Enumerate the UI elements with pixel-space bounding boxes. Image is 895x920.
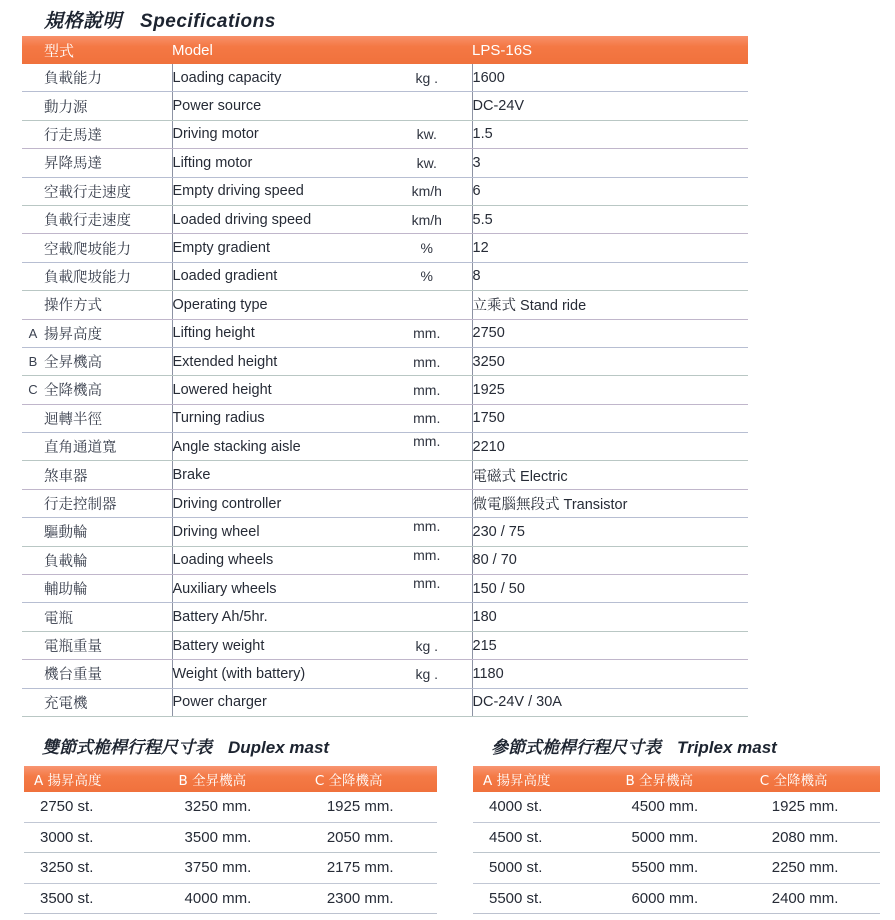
spec-row	[22, 262, 748, 290]
spec-row-value: 180	[472, 603, 748, 631]
spec-row-mark	[22, 262, 44, 290]
spec-row-label-en: Empty gradient	[172, 234, 382, 262]
spec-row-label-cjk: 空載爬坡能力	[44, 234, 172, 262]
spec-row-mark	[22, 177, 44, 205]
spec-row-unit	[382, 603, 472, 631]
spec-row-label-en: Driving wheel	[172, 518, 382, 546]
spec-row-label-en: Power source	[172, 92, 382, 120]
spec-row-label-cjk: 負載行走速度	[44, 205, 172, 233]
page-title	[44, 6, 276, 33]
spec-row-unit: kg .	[382, 631, 472, 659]
spec-row	[22, 64, 748, 92]
spec-row-label-cjk: 輔助輪	[44, 575, 172, 603]
spec-row	[22, 319, 748, 347]
duplex-col-c-header: C 全降機高	[305, 766, 437, 792]
spec-row-label-cjk: 全昇機高	[44, 347, 172, 375]
spec-row-label-en: Battery Ah/5hr.	[172, 603, 382, 631]
spec-row-mark	[22, 92, 44, 120]
mast-cell: 2300 mm.	[305, 883, 437, 914]
spec-row-value: 5.5	[472, 205, 748, 233]
spec-row	[22, 404, 748, 432]
mast-cell: 3500 mm.	[169, 822, 305, 853]
spec-row	[22, 603, 748, 631]
spec-row-label-en: Loading wheels	[172, 546, 382, 574]
spec-row-label-en: Driving controller	[172, 489, 382, 517]
spec-row-unit	[382, 92, 472, 120]
spec-row-label-en: Driving motor	[172, 120, 382, 148]
spec-row-label-en: Lifting height	[172, 319, 382, 347]
spec-row	[22, 660, 748, 688]
mast-cell: 3250 mm.	[169, 792, 305, 822]
spec-row-unit: kw.	[382, 149, 472, 177]
duplex-mast-table	[24, 766, 437, 914]
spec-row-mark	[22, 205, 44, 233]
spec-row-label-cjk: 煞車器	[44, 461, 172, 489]
spec-row-mark: C	[22, 376, 44, 404]
spec-row-unit	[382, 461, 472, 489]
mast-row	[24, 822, 437, 853]
spec-row-mark: A	[22, 319, 44, 347]
specifications-table	[22, 36, 748, 717]
spec-row-label-cjk: 昇降馬達	[44, 149, 172, 177]
mast-cell: 4000 st.	[473, 792, 615, 822]
spec-row-label-cjk: 直角通道寬	[44, 433, 172, 461]
spec-table-body	[22, 64, 748, 716]
spec-row-label-en: Lowered height	[172, 376, 382, 404]
spec-row-unit: %	[382, 234, 472, 262]
spec-row-value: 1750	[472, 404, 748, 432]
spec-row-value: 微電腦無段式 Transistor	[472, 489, 748, 517]
spec-row-label-en: Loading capacity	[172, 64, 382, 92]
spec-row	[22, 120, 748, 148]
spec-row-value: 80 / 70	[472, 546, 748, 574]
spec-row-label-en: Lifting motor	[172, 149, 382, 177]
spec-row-value: 12	[472, 234, 748, 262]
spec-row-mark	[22, 234, 44, 262]
spec-row	[22, 92, 748, 120]
spec-row	[22, 205, 748, 233]
triplex-mast-body	[473, 792, 880, 914]
duplex-mast-title	[42, 733, 437, 758]
spec-row-mark	[22, 688, 44, 716]
spec-row-label-cjk: 空載行走速度	[44, 177, 172, 205]
mast-row	[24, 883, 437, 914]
spec-row-unit: km/h	[382, 205, 472, 233]
spec-row-unit: %	[382, 262, 472, 290]
spec-row-label-cjk: 負載輪	[44, 546, 172, 574]
mast-cell: 3750 mm.	[169, 853, 305, 884]
spec-row-value: 1925	[472, 376, 748, 404]
spec-row-mark	[22, 603, 44, 631]
spec-row-mark	[22, 120, 44, 148]
mast-cell: 2250 mm.	[750, 853, 880, 884]
spec-row-mark	[22, 64, 44, 92]
spec-row-mark	[22, 404, 44, 432]
spec-row-value: 1.5	[472, 120, 748, 148]
spec-row-mark	[22, 461, 44, 489]
duplex-col-b-header: B 全昇機高	[169, 766, 305, 792]
spec-row-label-cjk: 操作方式	[44, 291, 172, 319]
spec-row-value: 215	[472, 631, 748, 659]
page-title-en: Specifications	[140, 11, 276, 32]
header-type-cjk: 型式	[44, 36, 172, 64]
mast-cell: 4000 mm.	[169, 883, 305, 914]
triplex-mast-title	[491, 733, 880, 758]
spec-row-value: 8	[472, 262, 748, 290]
spec-row-label-cjk: 行走馬達	[44, 120, 172, 148]
spec-row-value: 立乘式 Stand ride	[472, 291, 748, 319]
spec-row-mark	[22, 518, 44, 546]
spec-row-label-en: Battery weight	[172, 631, 382, 659]
spec-row	[22, 376, 748, 404]
triplex-col-c-header: C 全降機高	[750, 766, 880, 792]
triplex-mast-section	[473, 733, 880, 914]
mast-cell: 1925 mm.	[305, 792, 437, 822]
spec-row-unit: mm.	[382, 347, 472, 375]
mast-cell: 2080 mm.	[750, 822, 880, 853]
mast-row	[24, 853, 437, 884]
spec-row	[22, 347, 748, 375]
mast-cell: 5000 mm.	[615, 822, 749, 853]
mast-cell: 2750 st.	[24, 792, 169, 822]
spec-row	[22, 177, 748, 205]
spec-row-label-en: Empty driving speed	[172, 177, 382, 205]
spec-row-mark	[22, 575, 44, 603]
spec-row-label-cjk: 全降機高	[44, 376, 172, 404]
mast-cell: 6000 mm.	[615, 883, 749, 914]
mast-cell: 4500 st.	[473, 822, 615, 853]
mast-cell: 5000 st.	[473, 853, 615, 884]
header-unit-cell	[382, 36, 472, 64]
spec-row-value: 1600	[472, 64, 748, 92]
spec-row	[22, 291, 748, 319]
mast-cell: 2050 mm.	[305, 822, 437, 853]
spec-row-mark	[22, 291, 44, 319]
triplex-mast-title-cjk: 參節式桅桿行程尺寸表	[491, 738, 661, 758]
spec-row-value: 3250	[472, 347, 748, 375]
duplex-mast-title-en: Duplex mast	[228, 738, 330, 757]
duplex-mast-section	[24, 733, 437, 914]
spec-row-label-cjk: 充電機	[44, 688, 172, 716]
mast-cell: 3250 st.	[24, 853, 169, 884]
triplex-col-a-header: A 揚昇高度	[473, 766, 615, 792]
mast-cell: 4500 mm.	[615, 792, 749, 822]
spec-row-label-en: Auxiliary wheels	[172, 575, 382, 603]
spec-row-label-cjk: 迴轉半徑	[44, 404, 172, 432]
spec-row-unit: mm.	[382, 319, 472, 347]
spec-row-label-en: Loaded gradient	[172, 262, 382, 290]
mast-cell: 3000 st.	[24, 822, 169, 853]
spec-row-value: DC-24V	[472, 92, 748, 120]
mast-cell: 2175 mm.	[305, 853, 437, 884]
spec-row-label-en: Operating type	[172, 291, 382, 319]
spec-row-value: 230 / 75	[472, 518, 748, 546]
header-model-value: LPS-16S	[472, 36, 748, 64]
spec-row-unit: mm.	[382, 546, 472, 574]
mast-row	[473, 822, 880, 853]
spec-row-unit: kg .	[382, 64, 472, 92]
spec-row-mark	[22, 489, 44, 517]
page-title-cjk: 規格說明	[44, 10, 123, 32]
spec-row-mark	[22, 546, 44, 574]
spec-row	[22, 461, 748, 489]
spec-row	[22, 149, 748, 177]
spec-row-value: 1180	[472, 660, 748, 688]
header-mark-cell	[22, 36, 44, 64]
spec-row	[22, 433, 748, 461]
spec-row-value: 2750	[472, 319, 748, 347]
spec-row-mark	[22, 149, 44, 177]
spec-row-unit: kw.	[382, 120, 472, 148]
spec-row-unit: mm.	[382, 404, 472, 432]
spec-row-label-cjk: 機台重量	[44, 660, 172, 688]
spec-row-value: 3	[472, 149, 748, 177]
spec-row-unit	[382, 291, 472, 319]
triplex-mast-title-en: Triplex mast	[677, 738, 777, 757]
spec-row-label-en: Weight (with battery)	[172, 660, 382, 688]
triplex-header-row	[473, 766, 880, 792]
mast-cell: 2400 mm.	[750, 883, 880, 914]
header-model-label: Model	[172, 36, 382, 64]
spec-row	[22, 631, 748, 659]
spec-row-label-cjk: 動力源	[44, 92, 172, 120]
spec-row-value: 2210	[472, 433, 748, 461]
spec-row-label-cjk: 揚昇高度	[44, 319, 172, 347]
spec-row-unit: km/h	[382, 177, 472, 205]
spec-row-mark: B	[22, 347, 44, 375]
spec-row	[22, 489, 748, 517]
spec-row-label-cjk: 電瓶	[44, 603, 172, 631]
spec-row-unit: kg .	[382, 660, 472, 688]
spec-row-unit: mm.	[382, 518, 472, 546]
spec-row	[22, 575, 748, 603]
spec-table-header-row	[22, 36, 748, 64]
spec-row-unit: mm.	[382, 433, 472, 461]
spec-row-unit: mm.	[382, 376, 472, 404]
mast-cell: 1925 mm.	[750, 792, 880, 822]
spec-row-mark	[22, 433, 44, 461]
spec-row-label-en: Loaded driving speed	[172, 205, 382, 233]
mast-row	[473, 853, 880, 884]
mast-cell: 5500 st.	[473, 883, 615, 914]
spec-row-value: 6	[472, 177, 748, 205]
duplex-mast-title-cjk: 雙節式桅桿行程尺寸表	[42, 738, 212, 758]
spec-row-value: 150 / 50	[472, 575, 748, 603]
spec-row-label-cjk: 驅動輪	[44, 518, 172, 546]
mast-cell: 3500 st.	[24, 883, 169, 914]
spec-row-mark	[22, 631, 44, 659]
mast-row	[473, 792, 880, 822]
spec-row-unit	[382, 489, 472, 517]
spec-row-label-cjk: 負載爬坡能力	[44, 262, 172, 290]
spec-row-label-en: Brake	[172, 461, 382, 489]
spec-row-label-en: Turning radius	[172, 404, 382, 432]
triplex-mast-table	[473, 766, 880, 914]
spec-row-label-cjk: 行走控制器	[44, 489, 172, 517]
spec-row-label-cjk: 電瓶重量	[44, 631, 172, 659]
spec-row-label-en: Extended height	[172, 347, 382, 375]
spec-row-label-cjk: 負載能力	[44, 64, 172, 92]
spec-row	[22, 234, 748, 262]
spec-row-value: 電磁式 Electric	[472, 461, 748, 489]
mast-cell: 5500 mm.	[615, 853, 749, 884]
spec-row-mark	[22, 660, 44, 688]
spec-row-value: DC-24V / 30A	[472, 688, 748, 716]
spec-row-unit	[382, 688, 472, 716]
mast-row	[24, 792, 437, 822]
spec-row-label-en: Power charger	[172, 688, 382, 716]
triplex-col-b-header: B 全昇機高	[615, 766, 749, 792]
spec-row-label-en: Angle stacking aisle	[172, 433, 382, 461]
spec-row	[22, 546, 748, 574]
spec-row	[22, 518, 748, 546]
mast-row	[473, 883, 880, 914]
spec-row-unit: mm.	[382, 575, 472, 603]
spec-row	[22, 688, 748, 716]
duplex-mast-body	[24, 792, 437, 914]
duplex-header-row	[24, 766, 437, 792]
duplex-col-a-header: A 揚昇高度	[24, 766, 169, 792]
